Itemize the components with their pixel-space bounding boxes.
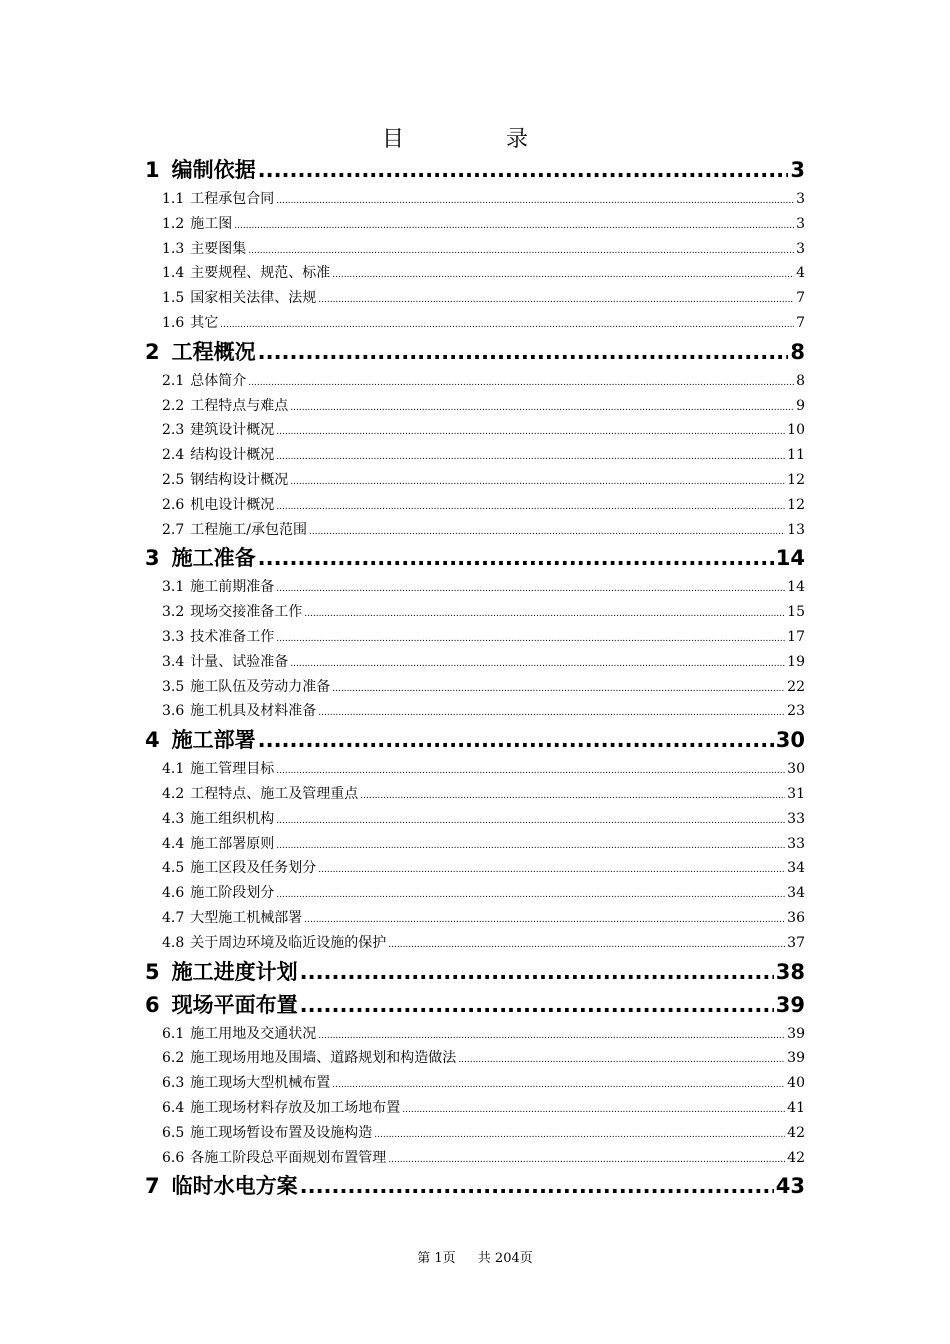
toc-entry-page: 3	[790, 158, 805, 182]
toc-section-entry[interactable]	[145, 856, 805, 881]
toc-entry-page: 34	[787, 885, 805, 902]
toc-entry-page: 36	[787, 909, 805, 926]
toc-chapter-entry[interactable]	[145, 1170, 805, 1203]
toc-entry-page: 33	[787, 835, 805, 852]
toc-entry-title: 施工阶段划分	[190, 885, 275, 902]
toc-entry-title: 施工区段及任务划分	[190, 860, 317, 877]
toc-entry-page: 4	[796, 265, 805, 282]
toc-section-entry[interactable]	[145, 906, 805, 931]
toc-entry-title: 施工现场用地及围墙、道路规划和构造做法	[190, 1050, 457, 1067]
toc-entry-number: 2.5	[162, 471, 185, 488]
toc-leader-dots	[276, 883, 785, 908]
toc-entry-number: 2.7	[162, 521, 185, 538]
toc-entry-number: 3	[145, 546, 160, 571]
toc-entry-page: 42	[787, 1149, 805, 1166]
page-number: 第 1页	[417, 1251, 456, 1266]
toc-entry-page: 7	[796, 314, 805, 331]
toc-entry-page: 10	[787, 422, 805, 439]
toc-entry-page: 23	[787, 703, 805, 720]
toc-entry-title: 施工用地及交通状况	[190, 1025, 317, 1042]
toc-leader-dots	[258, 542, 774, 575]
toc-leader-dots	[276, 495, 785, 520]
toc-entry-title: 施工准备	[171, 546, 256, 571]
toc-entry-number: 4	[145, 728, 160, 753]
toc-leader-dots	[309, 520, 785, 545]
toc-entry-title: 现场平面布置	[171, 992, 298, 1017]
toc-section-entry[interactable]	[145, 418, 805, 443]
toc-entry-number: 2.1	[162, 372, 185, 389]
toc-entry-number: 1.5	[162, 290, 185, 307]
toc-leader-dots	[276, 420, 785, 445]
toc-section-entry[interactable]	[145, 237, 805, 262]
toc-entry-page: 11	[787, 447, 805, 464]
toc-entry-title: 其它	[190, 314, 219, 331]
toc-leader-dots	[332, 263, 794, 288]
toc-leader-dots	[300, 989, 774, 1022]
toc-section-entry[interactable]	[145, 575, 805, 600]
toc-entry-title: 施工现场大型机械布置	[190, 1075, 331, 1092]
toc-entry-number: 4.5	[162, 860, 185, 877]
toc-entry-page: 8	[796, 372, 805, 389]
toc-entry-page: 8	[790, 339, 805, 364]
toc-section-entry[interactable]	[145, 518, 805, 543]
toc-section-entry[interactable]	[145, 1022, 805, 1047]
toc-entry-page: 40	[787, 1075, 805, 1092]
toc-section-entry[interactable]	[145, 1071, 805, 1096]
toc-chapter-entry[interactable]	[145, 989, 805, 1022]
toc-leader-dots	[276, 809, 785, 834]
toc-entry-title: 计量、试验准备	[190, 653, 289, 670]
toc-entry-page: 34	[787, 860, 805, 877]
toc-entry-title: 现场交接准备工作	[190, 604, 303, 621]
toc-entry-page: 15	[787, 604, 805, 621]
toc-entry-number: 6.1	[162, 1025, 185, 1042]
toc-entry-number: 3.4	[162, 653, 185, 670]
toc-entry-page: 30	[775, 728, 805, 753]
toc-leader-dots	[290, 652, 785, 677]
toc-entry-number: 4.8	[162, 934, 185, 951]
toc-entry-page: 39	[775, 992, 805, 1017]
toc-section-entry[interactable]	[145, 650, 805, 675]
toc-entry-title: 工程概况	[171, 339, 256, 364]
toc-section-entry[interactable]	[145, 675, 805, 700]
toc-chapter-entry[interactable]	[145, 336, 805, 369]
toc-entry-title: 国家相关法律、法规	[190, 290, 317, 307]
toc-leader-dots	[304, 602, 785, 627]
toc-entry-number: 3.6	[162, 703, 185, 720]
toc-section-entry[interactable]	[145, 1121, 805, 1146]
toc-section-entry[interactable]	[145, 1146, 805, 1171]
toc-leader-dots	[258, 336, 789, 369]
toc-entry-number: 1.2	[162, 215, 185, 232]
toc-entry-page: 19	[787, 653, 805, 670]
toc-entry-number: 6.5	[162, 1124, 185, 1141]
toc-entry-page: 9	[796, 397, 805, 414]
toc-leader-dots	[300, 956, 774, 989]
toc-leader-dots	[248, 371, 794, 396]
toc-leader-dots	[276, 759, 785, 784]
toc-leader-dots	[300, 1170, 774, 1203]
toc-chapter-entry[interactable]	[145, 724, 805, 757]
toc-entry-title: 机电设计概况	[190, 496, 275, 513]
toc-entry-number: 5	[145, 959, 160, 984]
toc-entry-title: 临时水电方案	[171, 1174, 298, 1199]
toc-entry-title: 主要图集	[190, 240, 247, 257]
toc-entry-title: 工程施工/承包范围	[190, 521, 307, 538]
toc-entry-number: 4.3	[162, 810, 185, 827]
toc-leader-dots	[220, 313, 794, 338]
toc-entry-number: 1.1	[162, 191, 185, 207]
toc-entry-number: 3.5	[162, 678, 185, 695]
toc-leader-dots	[248, 239, 794, 264]
toc-leader-dots	[276, 577, 785, 602]
toc-section-entry[interactable]	[145, 261, 805, 286]
toc-section-entry[interactable]	[145, 757, 805, 782]
toc-entry-page: 37	[787, 934, 805, 951]
toc-leader-dots	[318, 858, 785, 883]
toc-entry-title: 工程特点、施工及管理重点	[190, 785, 359, 802]
toc-entry-number: 2.6	[162, 496, 185, 513]
toc-entry-page: 13	[787, 521, 805, 538]
toc-entry-title: 施工机具及材料准备	[190, 703, 317, 720]
toc-section-entry[interactable]	[145, 394, 805, 419]
toc-entry-page: 14	[775, 546, 805, 571]
toc-leader-dots	[374, 1123, 785, 1148]
toc-leader-dots	[276, 627, 785, 652]
toc-section-entry[interactable]	[145, 493, 805, 518]
toc-entry-number: 1.6	[162, 314, 185, 331]
toc-entry-title: 建筑设计概况	[190, 422, 275, 439]
toc-leader-dots	[318, 1024, 785, 1049]
toc-entry-number: 4.6	[162, 885, 185, 902]
toc-section-entry[interactable]	[145, 212, 805, 237]
toc-entry-page: 12	[787, 496, 805, 513]
toc-entry-number: 7	[145, 1174, 160, 1199]
toc-entry-number: 2	[145, 339, 160, 364]
toc-entry-title: 施工部署原则	[190, 835, 275, 852]
toc-entry-number: 6.6	[162, 1149, 185, 1166]
toc-leader-dots	[258, 724, 774, 757]
toc-entry-page: 42	[787, 1124, 805, 1141]
toc-entry-title: 施工组织机构	[190, 810, 275, 827]
toc-entry-number: 3.3	[162, 628, 185, 645]
toc-entry-number: 2.4	[162, 447, 185, 464]
toc-entry-title: 总体简介	[190, 372, 247, 389]
toc-entry-title: 施工前期准备	[190, 579, 275, 596]
toc-section-entry[interactable]	[145, 443, 805, 468]
toc-entry-title: 施工现场材料存放及加工场地布置	[190, 1099, 401, 1116]
toc-entry-number: 6.4	[162, 1099, 185, 1116]
toc-section-entry[interactable]	[145, 311, 805, 336]
toc-entry-page: 30	[787, 761, 805, 778]
toc-leader-dots	[318, 701, 785, 726]
toc-section-entry[interactable]	[145, 625, 805, 650]
toc-entry-title: 关于周边环境及临近设施的保护	[190, 934, 387, 951]
toc-entry-page: 3	[796, 240, 805, 257]
toc-leader-dots	[290, 470, 785, 495]
toc-chapter-entry[interactable]	[145, 542, 805, 575]
toc-entry-page: 43	[775, 1174, 805, 1199]
toc-entry-title: 结构设计概况	[190, 447, 275, 464]
toc-section-entry[interactable]	[145, 931, 805, 956]
toc-section-entry[interactable]	[145, 1046, 805, 1071]
toc-leader-dots	[360, 784, 785, 809]
page-total: 共 204页	[477, 1251, 533, 1266]
toc-entry-page: 14	[787, 579, 805, 596]
toc-section-entry[interactable]	[145, 369, 805, 394]
toc-entry-number: 2.2	[162, 397, 185, 414]
toc-entry-number: 2.3	[162, 422, 185, 439]
toc-entry-page: 22	[787, 678, 805, 695]
toc-section-entry[interactable]	[145, 832, 805, 857]
toc-entry-title: 技术准备工作	[190, 628, 275, 645]
toc-entry-title: 施工队伍及劳动力准备	[190, 678, 331, 695]
table-of-contents	[145, 154, 805, 1203]
toc-section-entry[interactable]	[145, 600, 805, 625]
toc-section-entry[interactable]	[145, 807, 805, 832]
toc-entry-title: 主要规程、规范、标准	[190, 265, 331, 282]
toc-section-entry[interactable]	[145, 1096, 805, 1121]
toc-leader-dots	[258, 154, 789, 187]
toc-section-entry[interactable]	[145, 187, 805, 212]
toc-entry-title: 施工部署	[171, 728, 256, 753]
toc-entry-title: 施工管理目标	[190, 761, 275, 778]
toc-chapter-entry[interactable]	[145, 154, 805, 187]
toc-leader-dots	[388, 1148, 785, 1173]
toc-entry-title: 施工现场暂设布置及设施构造	[190, 1124, 373, 1141]
toc-entry-number: 4.7	[162, 909, 185, 926]
toc-leader-dots	[234, 214, 794, 239]
toc-entry-page: 38	[775, 959, 805, 984]
toc-entry-title: 钢结构设计概况	[190, 471, 289, 488]
toc-leader-dots	[388, 933, 785, 958]
toc-entry-number: 1.3	[162, 240, 185, 257]
toc-section-entry[interactable]	[145, 881, 805, 906]
toc-entry-title: 工程承包合同	[190, 191, 275, 207]
toc-leader-dots	[318, 288, 794, 313]
toc-entry-number: 6	[145, 992, 160, 1017]
toc-entry-page: 17	[787, 628, 805, 645]
toc-entry-page: 39	[787, 1050, 805, 1067]
toc-entry-page: 41	[787, 1099, 805, 1116]
toc-entry-number: 1	[145, 158, 160, 182]
toc-entry-title: 编制依据	[171, 158, 256, 182]
toc-entry-number: 6.3	[162, 1075, 185, 1092]
toc-leader-dots	[276, 189, 794, 214]
toc-entry-title: 施工进度计划	[171, 959, 298, 984]
toc-section-entry[interactable]	[145, 286, 805, 311]
toc-entry-number: 4.2	[162, 785, 185, 802]
toc-leader-dots	[332, 677, 785, 702]
toc-leader-dots	[276, 834, 785, 859]
toc-entry-number: 4.1	[162, 761, 185, 778]
toc-title: 目 录	[381, 127, 568, 152]
toc-entry-page: 3	[796, 191, 805, 207]
toc-leader-dots	[402, 1098, 785, 1123]
toc-leader-dots	[276, 445, 785, 470]
toc-entry-page: 39	[787, 1025, 805, 1042]
page-footer	[0, 1247, 950, 1266]
toc-entry-page: 12	[787, 471, 805, 488]
toc-entry-page: 7	[796, 290, 805, 307]
toc-entry-page: 33	[787, 810, 805, 827]
toc-entry-number: 1.4	[162, 265, 185, 282]
toc-section-entry[interactable]	[145, 468, 805, 493]
toc-entry-page: 3	[796, 215, 805, 232]
toc-leader-dots	[332, 1073, 785, 1098]
toc-leader-dots	[290, 396, 794, 421]
toc-section-entry[interactable]	[145, 782, 805, 807]
toc-entry-number: 3.2	[162, 604, 185, 621]
toc-entry-title: 施工图	[190, 215, 233, 232]
toc-entry-number: 4.4	[162, 835, 185, 852]
toc-leader-dots	[458, 1048, 785, 1073]
toc-entry-page: 31	[787, 785, 805, 802]
toc-section-entry[interactable]	[145, 699, 805, 724]
toc-entry-title: 工程特点与难点	[190, 397, 289, 414]
toc-entry-title: 各施工阶段总平面规划布置管理	[190, 1149, 387, 1166]
toc-entry-number: 6.2	[162, 1050, 185, 1067]
toc-entry-number: 3.1	[162, 579, 185, 596]
toc-entry-title: 大型施工机械部署	[190, 909, 303, 926]
toc-chapter-entry[interactable]	[145, 956, 805, 989]
toc-leader-dots	[304, 908, 785, 933]
